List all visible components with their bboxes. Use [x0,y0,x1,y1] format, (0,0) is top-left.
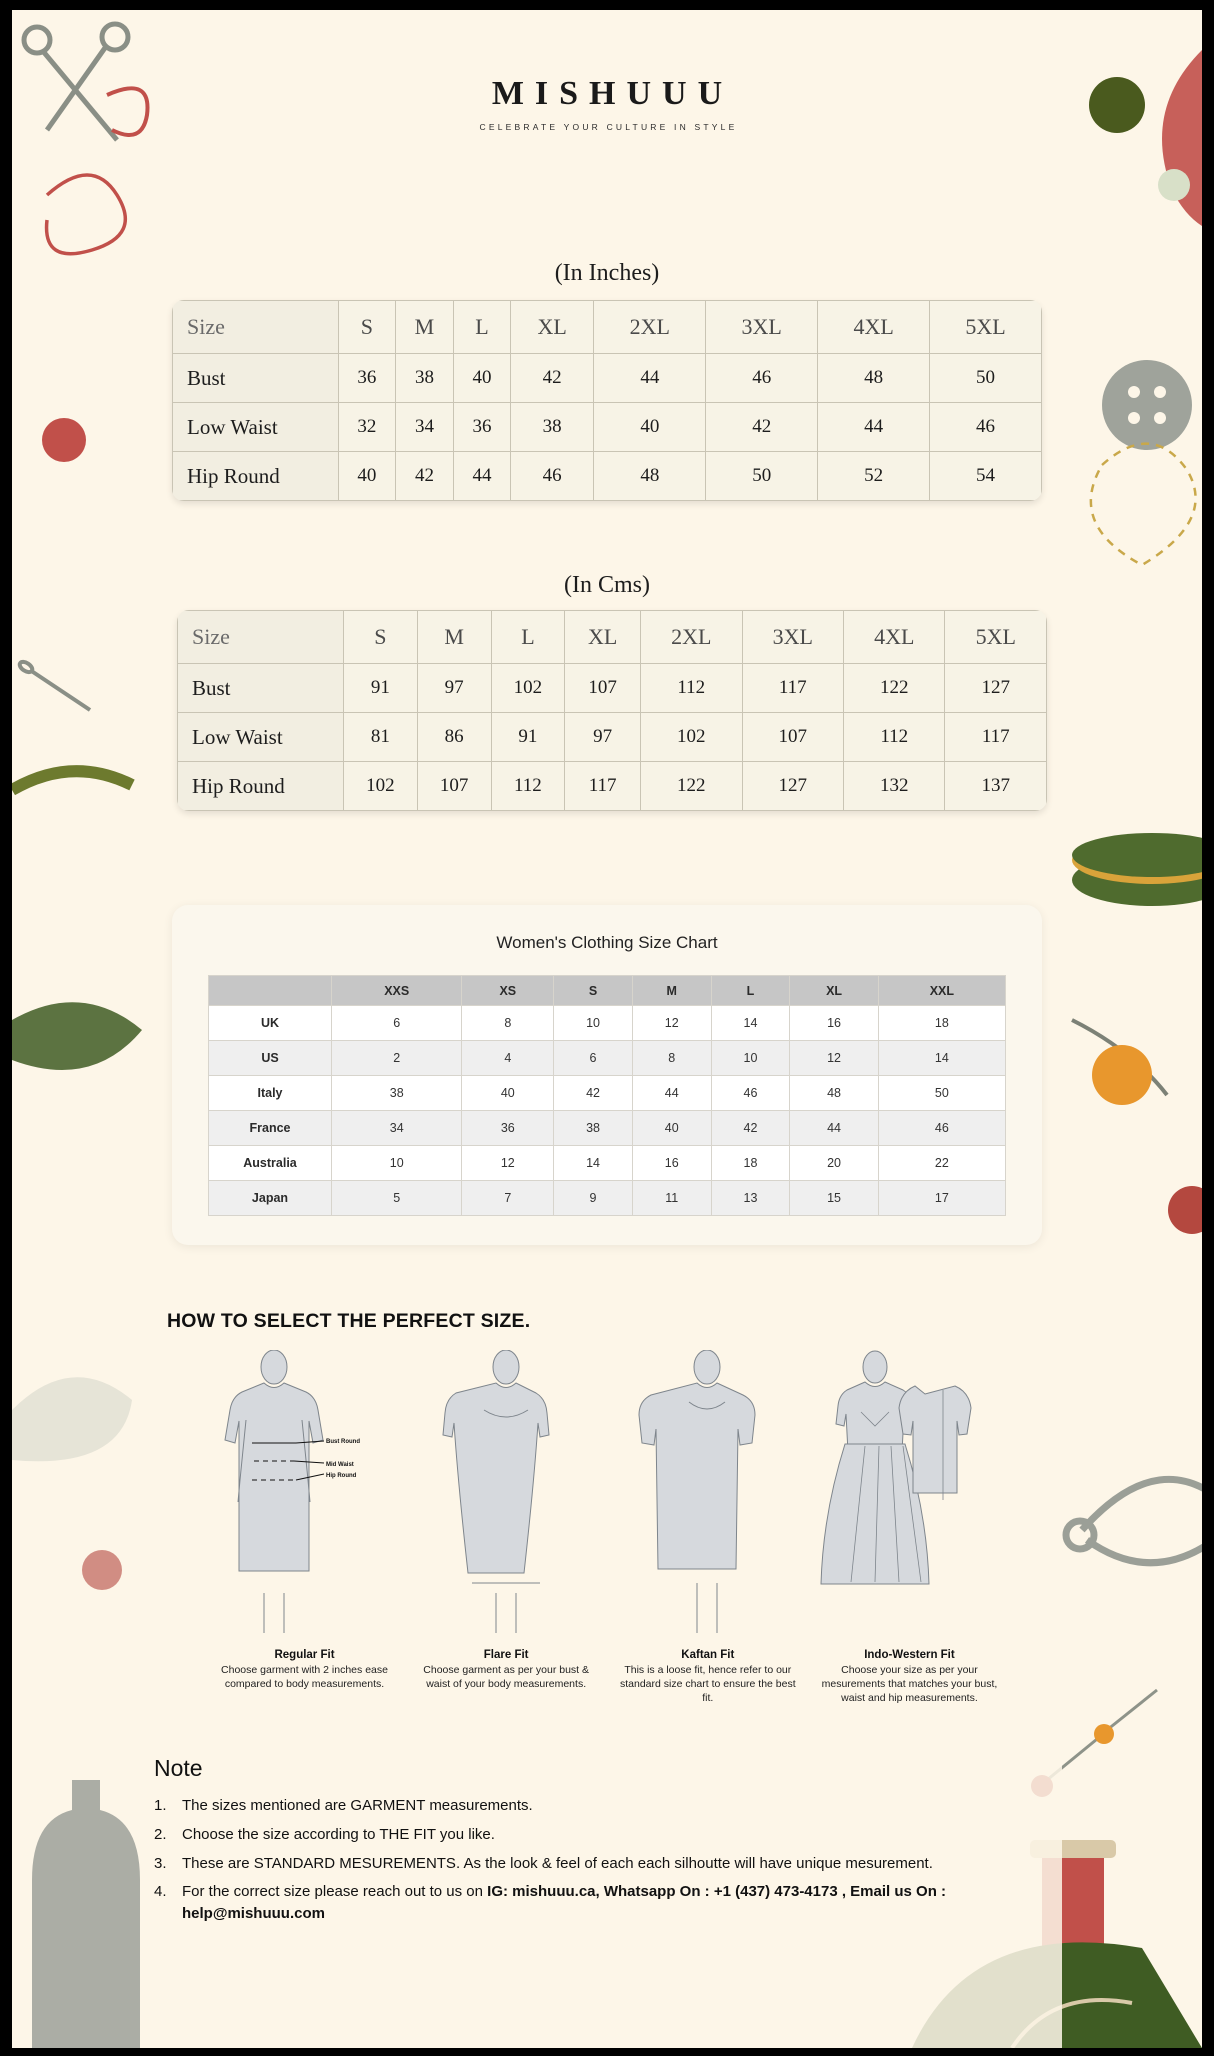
cell: 36 [462,1111,554,1146]
cell: 14 [554,1146,633,1181]
cell: 50 [878,1076,1005,1111]
table-row [209,1146,1006,1181]
table-row [178,664,1047,713]
note-title: Note [154,1755,203,1781]
cell: 12 [790,1041,878,1076]
fit-name: Kaftan Fit [681,1649,735,1661]
cell: 112 [843,713,944,762]
fit-desc: Choose garment as per your bust & waist of your body measurements. [423,1664,590,1691]
cell: 42 [711,1111,790,1146]
cell: 44 [790,1111,878,1146]
table-row [173,452,1042,501]
row-label: Hip Round [178,762,344,811]
fit-name: Regular Fit [274,1649,335,1661]
cms-table-wrap [177,610,1047,811]
row-label: Low Waist [173,403,339,452]
header-cell: 4XL [818,301,930,354]
cell: 10 [711,1041,790,1076]
header-cell: L [491,611,565,664]
table-row-header [173,301,1042,354]
row-label: Low Waist [178,713,344,762]
cell: 42 [395,452,453,501]
cell: 14 [711,1006,790,1041]
cell: 38 [510,403,593,452]
cell: 46 [706,354,818,403]
brand-header [12,75,1202,132]
header-cell: XL [510,301,593,354]
cell: 81 [344,713,418,762]
cell: 12 [462,1146,554,1181]
cell: 10 [332,1146,462,1181]
fit-figure-flare [414,1350,599,1706]
row-label: US [209,1041,332,1076]
note-number: 4. [154,1883,167,1901]
how-to-select-title: HOW TO SELECT THE PERFECT SIZE. [167,1310,531,1332]
womens-chart-table [208,975,1006,1216]
table-row [209,1181,1006,1216]
cell: 107 [417,762,491,811]
header-cell: Size [178,611,344,664]
note-item [154,1881,1034,1925]
cell: 52 [818,452,930,501]
cell: 44 [632,1076,711,1111]
fit-desc: This is a loose fit, hence refer to our standard size chart to ensure the best fit. [619,1664,796,1705]
row-label: Bust [178,664,344,713]
cell: 34 [395,403,453,452]
cell: 46 [711,1076,790,1111]
note-item [154,1795,1034,1817]
cell: 112 [641,664,742,713]
row-label: Japan [209,1181,332,1216]
row-label: France [209,1111,332,1146]
row-label: Bust [173,354,339,403]
cell: 38 [332,1076,462,1111]
row-label: Italy [209,1076,332,1111]
header-cell: 2XL [641,611,742,664]
header-cell: XXL [878,976,1005,1006]
brand-tagline: CELEBRATE YOUR CULTURE IN STYLE [479,122,738,132]
header-cell: M [395,301,453,354]
cell: 127 [742,762,843,811]
inches-table-wrap [172,300,1042,501]
row-label: Australia [209,1146,332,1181]
cell: 112 [491,762,565,811]
cell: 102 [344,762,418,811]
cell: 9 [554,1181,633,1216]
header-cell: M [632,976,711,1006]
header-cell: S [339,301,396,354]
cell: 48 [790,1076,878,1111]
cell: 117 [945,713,1047,762]
womens-chart-table-wrap [208,975,1006,1216]
cell: 107 [742,713,843,762]
header-cell: XL [790,976,878,1006]
regular-fit-illustration [212,1350,397,1640]
note-text: These are STANDARD MESUREMENTS. As the look & feel of each each silhoutte will have unique mesurement. [182,1854,933,1872]
note-number: 3. [154,1854,167,1872]
cell: 12 [632,1006,711,1041]
cell: 132 [843,762,944,811]
inches-table [172,300,1042,501]
cell: 44 [454,452,511,501]
indo-western-fit-illustration [817,1350,1002,1640]
note-item [154,1824,1034,1846]
table-row-header [209,976,1006,1006]
callout-bust-round: Bust Round [326,1439,360,1445]
header-cell: 5XL [945,611,1047,664]
header-cell: XL [565,611,641,664]
table-row [173,403,1042,452]
cell: 36 [454,403,511,452]
cell: 46 [878,1111,1005,1146]
header-cell: S [554,976,633,1006]
callout-mid-waist: Mid Waist [326,1462,354,1468]
cell: 16 [790,1006,878,1041]
header-cell: 4XL [843,611,944,664]
header-cell [209,976,332,1006]
header-cell: S [344,611,418,664]
table-row-header [178,611,1047,664]
cell: 122 [843,664,944,713]
header-cell: XS [462,976,554,1006]
cell: 20 [790,1146,878,1181]
note-text-plain: For the correct size please reach out to us on [182,1883,488,1901]
cell: 50 [930,354,1042,403]
cell: 2 [332,1041,462,1076]
brand-name: MISHUUU [491,75,734,112]
table-row [209,1006,1006,1041]
cell: 8 [632,1041,711,1076]
cell: 102 [641,713,742,762]
cell: 137 [945,762,1047,811]
cell: 42 [554,1076,633,1111]
cell: 22 [878,1146,1005,1181]
cell: 4 [462,1041,554,1076]
note-number: 2. [154,1825,167,1843]
flare-fit-illustration [414,1350,599,1640]
cell: 15 [790,1181,878,1216]
cell: 97 [417,664,491,713]
cell: 8 [462,1006,554,1041]
cell: 102 [491,664,565,713]
cell: 11 [632,1181,711,1216]
cell: 42 [706,403,818,452]
fit-desc: Choose garment with 2 inches ease compared to body measurements. [221,1664,388,1691]
cell: 42 [510,354,593,403]
cell: 127 [945,664,1047,713]
cell: 32 [339,403,396,452]
cell: 7 [462,1181,554,1216]
cell: 18 [878,1006,1005,1041]
cell: 91 [344,664,418,713]
fit-name: Flare Fit [483,1649,529,1661]
cell: 38 [554,1111,633,1146]
note-contact-bold: IG: mishuuu.ca, Whatsapp On : +1 (437) 473-4173 , Email us On : help@mishuuu.com [182,1883,947,1922]
cell: 38 [395,354,453,403]
cell: 40 [462,1076,554,1111]
callout-hip-round: Hip Round [326,1473,357,1479]
cell: 44 [594,354,706,403]
cms-title: (In Cms) [564,572,650,598]
note-item [154,1853,1034,1875]
row-label: UK [209,1006,332,1041]
cell: 40 [454,354,511,403]
header-cell: 3XL [706,301,818,354]
womens-chart-title: Women's Clothing Size Chart [496,933,718,952]
document-content [12,10,1202,2048]
kaftan-fit-illustration [615,1350,800,1640]
note-text: The sizes mentioned are GARMENT measurements. [182,1797,533,1814]
fit-desc: Choose your size as per your mesurements that matches your bust, waist and hip measurements. [821,1664,998,1705]
cell: 6 [332,1006,462,1041]
cell: 14 [878,1041,1005,1076]
cell: 13 [711,1181,790,1216]
fit-figure-kaftan [615,1350,800,1706]
header-cell: 5XL [930,301,1042,354]
cell: 40 [594,403,706,452]
cell: 46 [930,403,1042,452]
note-text [182,1881,1034,1925]
note-number: 1. [154,1797,167,1814]
cell: 40 [339,452,396,501]
cell: 36 [339,354,396,403]
cms-table [177,610,1047,811]
cell: 46 [510,452,593,501]
cell: 91 [491,713,565,762]
cell: 117 [742,664,843,713]
header-cell: 3XL [742,611,843,664]
cell: 117 [565,762,641,811]
cell: 48 [594,452,706,501]
header-cell: L [454,301,511,354]
cell: 97 [565,713,641,762]
inches-title: (In Inches) [554,260,660,286]
row-label: Hip Round [173,452,339,501]
cell: 34 [332,1111,462,1146]
header-cell: XXS [332,976,462,1006]
size-chart-sheet [12,10,1202,2048]
cell: 44 [818,403,930,452]
fit-figure-regular [212,1350,397,1706]
cell: 10 [554,1006,633,1041]
cell: 48 [818,354,930,403]
header-cell: Size [173,301,339,354]
cell: 18 [711,1146,790,1181]
cell: 40 [632,1111,711,1146]
cell: 86 [417,713,491,762]
cell: 17 [878,1181,1005,1216]
cell: 5 [332,1181,462,1216]
fit-name: Indo-Western Fit [864,1649,955,1661]
table-row [209,1111,1006,1146]
cell: 54 [930,452,1042,501]
note-list [154,1795,1034,1932]
cell: 6 [554,1041,633,1076]
cell: 122 [641,762,742,811]
cell: 16 [632,1146,711,1181]
womens-chart-card [172,905,1042,1245]
note-text: Choose the size according to THE FIT you like. [182,1825,495,1843]
cell: 107 [565,664,641,713]
table-row [178,713,1047,762]
fit-figures [212,1350,1002,1706]
fit-figure-indo-western [817,1350,1002,1706]
table-row [178,762,1047,811]
table-row [209,1076,1006,1111]
header-cell: L [711,976,790,1006]
table-row [209,1041,1006,1076]
header-cell: M [417,611,491,664]
table-row [173,354,1042,403]
header-cell: 2XL [594,301,706,354]
cell: 50 [706,452,818,501]
